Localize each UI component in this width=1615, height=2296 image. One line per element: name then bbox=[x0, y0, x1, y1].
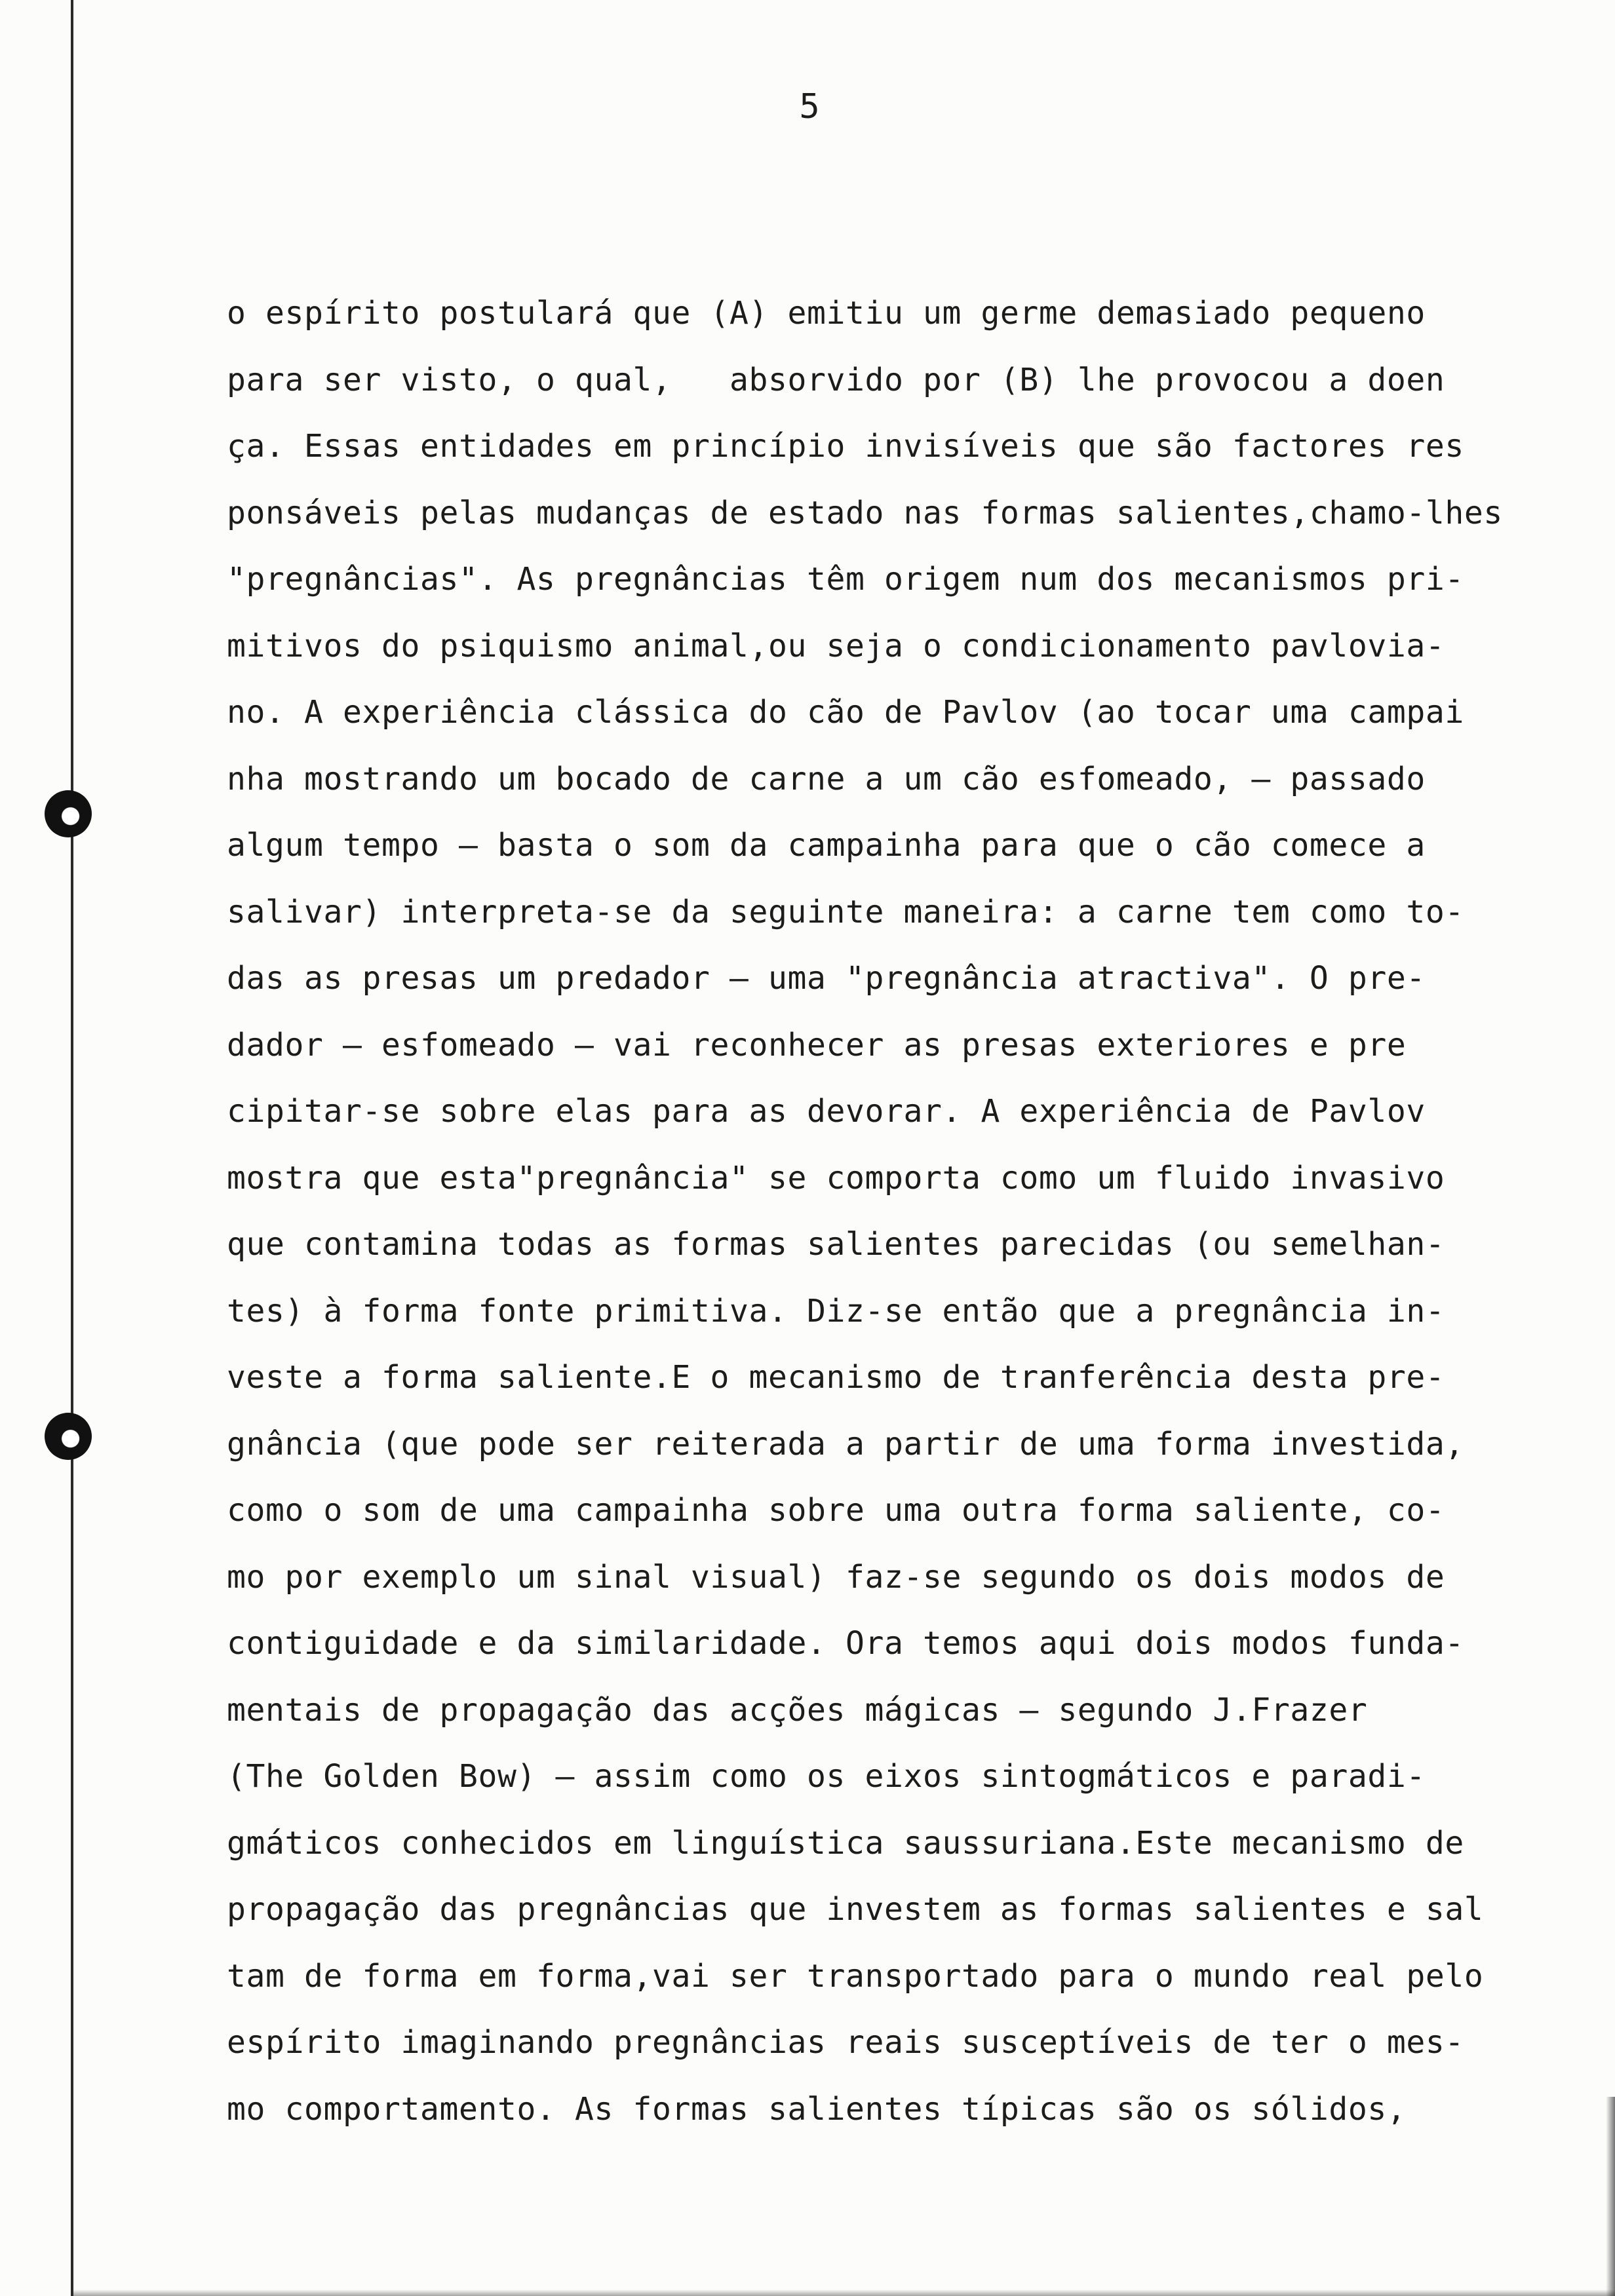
text-line: "pregnâncias". As pregnâncias têm origem num dos mecanismos pri- bbox=[227, 561, 1464, 598]
page-bottom-edge bbox=[73, 2289, 1615, 2296]
text-line: o espírito postulará que (A) emitiu um germe demasiado pequeno bbox=[227, 295, 1426, 332]
text-line: salivar) interpreta-se da seguinte maneira: a carne tem como to- bbox=[227, 893, 1464, 930]
text-line: (The Golden Bow) — assim como os eixos sintogmáticos e paradi- bbox=[227, 1758, 1426, 1795]
text-line: propagação das pregnâncias que investem as formas salientes e sal bbox=[227, 1891, 1484, 1928]
text-line: mitivos do psiquismo animal,ou seja o condicionamento pavlovia- bbox=[227, 627, 1445, 664]
body-text bbox=[227, 280, 1511, 2143]
text-line: dador — esfomeado — vai reconhecer as presas exteriores e pre bbox=[227, 1026, 1407, 1063]
punch-hole-top bbox=[45, 790, 92, 837]
punch-hole-bottom bbox=[45, 1413, 92, 1460]
text-line: para ser visto, o qual, absorvido por (B) lhe provocou a doen bbox=[227, 361, 1445, 398]
text-line: tes) à forma fonte primitiva. Diz-se então que a pregnância in- bbox=[227, 1292, 1445, 1330]
text-line: que contamina todas as formas salientes parecidas (ou semelhan- bbox=[227, 1226, 1445, 1263]
text-line: espírito imaginando pregnâncias reais susceptíveis de ter o mes- bbox=[227, 2024, 1464, 2061]
text-line: das as presas um predador — uma "pregnância atractiva". O pre- bbox=[227, 960, 1426, 997]
text-line: algum tempo — basta o som da campainha para que o cão comece a bbox=[227, 827, 1426, 864]
text-line: nha mostrando um bocado de carne a um cão esfomeado, — passado bbox=[227, 760, 1426, 797]
text-line: cipitar-se sobre elas para as devorar. A experiência de Pavlov bbox=[227, 1093, 1426, 1130]
text-line: ça. Essas entidades em princípio invisíveis que são factores res bbox=[227, 428, 1464, 465]
text-line: mostra que esta"pregnância" se comporta como um fluido invasivo bbox=[227, 1159, 1445, 1196]
text-line: como o som de uma campainha sobre uma outra forma saliente, co- bbox=[227, 1492, 1445, 1529]
text-line: mentais de propagação das acções mágicas — segundo J.Frazer bbox=[227, 1691, 1368, 1729]
page-left-edge bbox=[71, 0, 73, 2296]
text-line: ponsáveis pelas mudanças de estado nas formas salientes,chamo-lhes bbox=[227, 494, 1503, 531]
text-line: contiguidade e da similaridade. Ora temos aqui dois modos funda- bbox=[227, 1625, 1464, 1662]
text-line: tam de forma em forma,vai ser transportado para o mundo real pelo bbox=[227, 1957, 1484, 1995]
text-line: veste a forma saliente.E o mecanismo de tranferência desta pre- bbox=[227, 1359, 1445, 1396]
text-line: gmáticos conhecidos em linguística saussuriana.Este mecanismo de bbox=[227, 1824, 1464, 1862]
page-number: 5 bbox=[799, 87, 820, 126]
text-line: no. A experiência clássica do cão de Pavlov (ao tocar uma campai bbox=[227, 694, 1464, 731]
page-corner-shadow bbox=[1606, 2097, 1615, 2296]
text-line: gnância (que pode ser reiterada a partir de uma forma investida, bbox=[227, 1425, 1464, 1463]
text-line: mo por exemplo um sinal visual) faz-se segundo os dois modos de bbox=[227, 1558, 1445, 1596]
text-line: mo comportamento. As formas salientes típicas são os sólidos, bbox=[227, 2090, 1407, 2128]
